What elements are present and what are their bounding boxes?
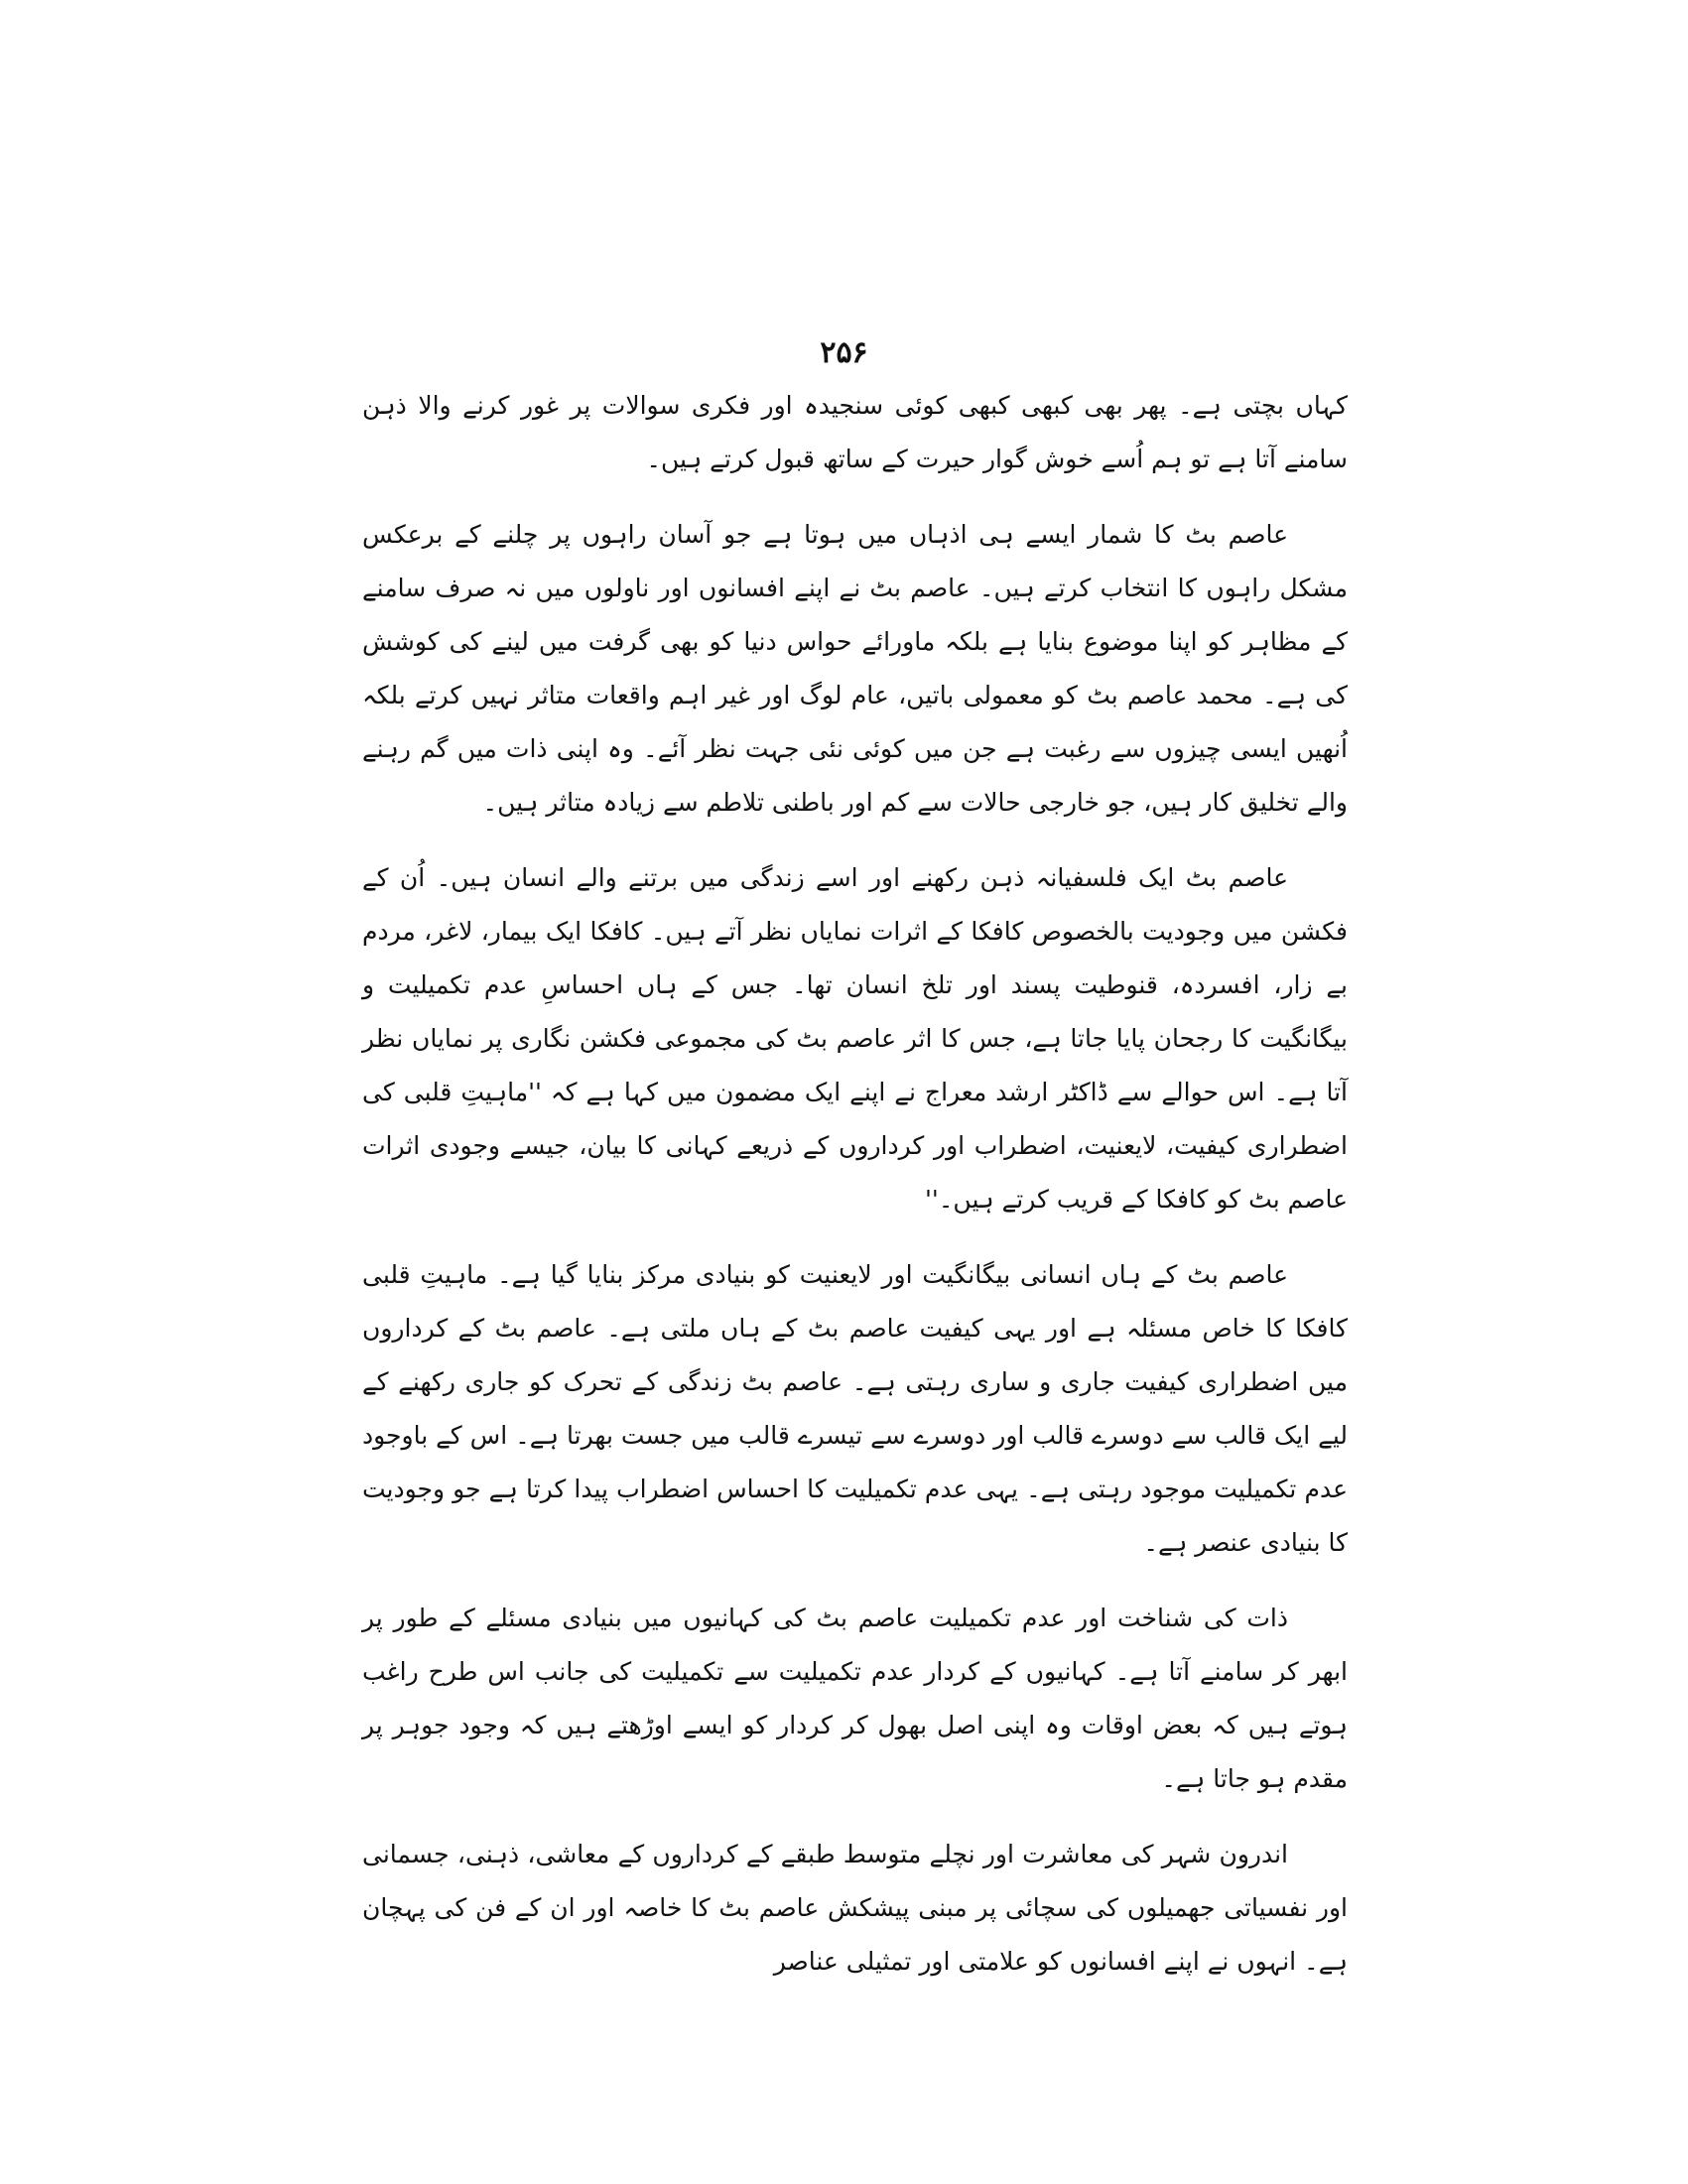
page-number: ۲۵۶ — [820, 335, 868, 370]
paragraph-3: عاصم بٹ ایک فلسفیانہ ذہن رکھنے اور اسے زندگی میں برتنے والے انسان ہیں۔ اُن کے فکشن میں وجودیت بالخصوص کافکا کے اثرات نمایاں نظر آتے ہیں۔ کافکا ایک بیمار، لاغر، مردم بے زار، افسردہ، قنوطیت پسند اور تلخ انسان تھا۔ جس کے ہاں احساسِ عدم تکمیلیت و بیگانگیت کا رجحان پایا جاتا ہے، جس کا اثر عاصم بٹ کی مجموعی فکشن نگاری پر نمایاں نظر آتا ہے۔ اس حوالے سے ڈاکٹر ارشد معراج نے اپنے ایک مضمون میں کہا ہے کہ ''ماہیتِ قلبی کی اضطراری کیفیت، لایعنیت، اضطراب اور کرداروں کے ذریعے کہانی کا بیان، جیسے وجودی اثرات عاصم بٹ کو کافکا کے قریب کرتے ہیں۔'' — [362, 863, 1348, 1214]
paragraph-1: کہاں بچتی ہے۔ پھر بھی کبھی کبھی کوئی سنجیدہ اور فکری سوالات پر غور کرنے والا ذہن سامنے آتا ہے تو ہم اُسے خوش گوار حیرت کے ساتھ قبول کرتے ہیں۔ — [362, 391, 1348, 473]
body-text — [362, 379, 1348, 2010]
paragraph-5: ذات کی شناخت اور عدم تکمیلیت عاصم بٹ کی کہانیوں میں بنیادی مسئلے کے طور پر ابھر کر سامنے آتا ہے۔ کہانیوں کے کردار عدم تکمیلیت سے تکمیلیت کی جانب اس طرح راغب ہوتے ہیں کہ بعض اوقات وہ اپنی اصل بھول کر کردار کو ایسے اوڑھتے ہیں کہ وجود جوہر پر مقدم ہو جاتا ہے۔ — [362, 1604, 1348, 1793]
paragraph-4: عاصم بٹ کے ہاں انسانی بیگانگیت اور لایعنیت کو بنیادی مرکز بنایا گیا ہے۔ ماہیتِ قلبی کافکا کا خاص مسئلہ ہے اور یہی کیفیت عاصم بٹ کے ہاں ملتی ہے۔ عاصم بٹ کے کرداروں میں اضطراری کیفیت جاری و ساری رہتی ہے۔ عاصم بٹ زندگی کے تحرک کو جاری رکھنے کے لیے ایک قالب سے دوسرے قالب اور دوسرے سے تیسرے قالب میں جست بھرتا ہے۔ اس کے باوجود عدم تکمیلیت موجود رہتی ہے۔ یہی عدم تکمیلیت کا احساس اضطراب پیدا کرتا ہے جو وجودیت کا بنیادی عنصر ہے۔ — [362, 1260, 1348, 1557]
paragraph-6: اندرون شہر کی معاشرت اور نچلے متوسط طبقے کے کرداروں کے معاشی، ذہنی، جسمانی اور نفسیاتی جھمیلوں کی سچائی پر مبنی پیشکش عاصم بٹ کا خاصہ اور ان کے فن کی پہچان ہے۔ انہوں نے اپنے افسانوں کو علامتی اور تمثیلی عناصر — [362, 1840, 1348, 1976]
paragraph-2: عاصم بٹ کا شمار ایسے ہی اذہاں میں ہوتا ہے جو آسان راہوں پر چلنے کے برعکس مشکل راہوں کا انتخاب کرتے ہیں۔ عاصم بٹ نے اپنے افسانوں اور ناولوں میں نہ صرف سامنے کے مظاہر کو اپنا موضوع بنایا ہے بلکہ ماورائے حواس دنیا کو بھی گرفت میں لینے کی کوشش کی ہے۔ محمد عاصم بٹ کو معمولی باتیں، عام لوگ اور غیر اہم واقعات متاثر نہیں کرتے بلکہ اُنھیں ایسی چیزوں سے رغبت ہے جن میں کوئی نئی جہت نظر آئے۔ وہ اپنی ذات میں گم رہنے والے تخلیق کار ہیں، جو خارجی حالات سے کم اور باطنی تلاطم سے زیادہ متاثر ہیں۔ — [362, 520, 1348, 817]
